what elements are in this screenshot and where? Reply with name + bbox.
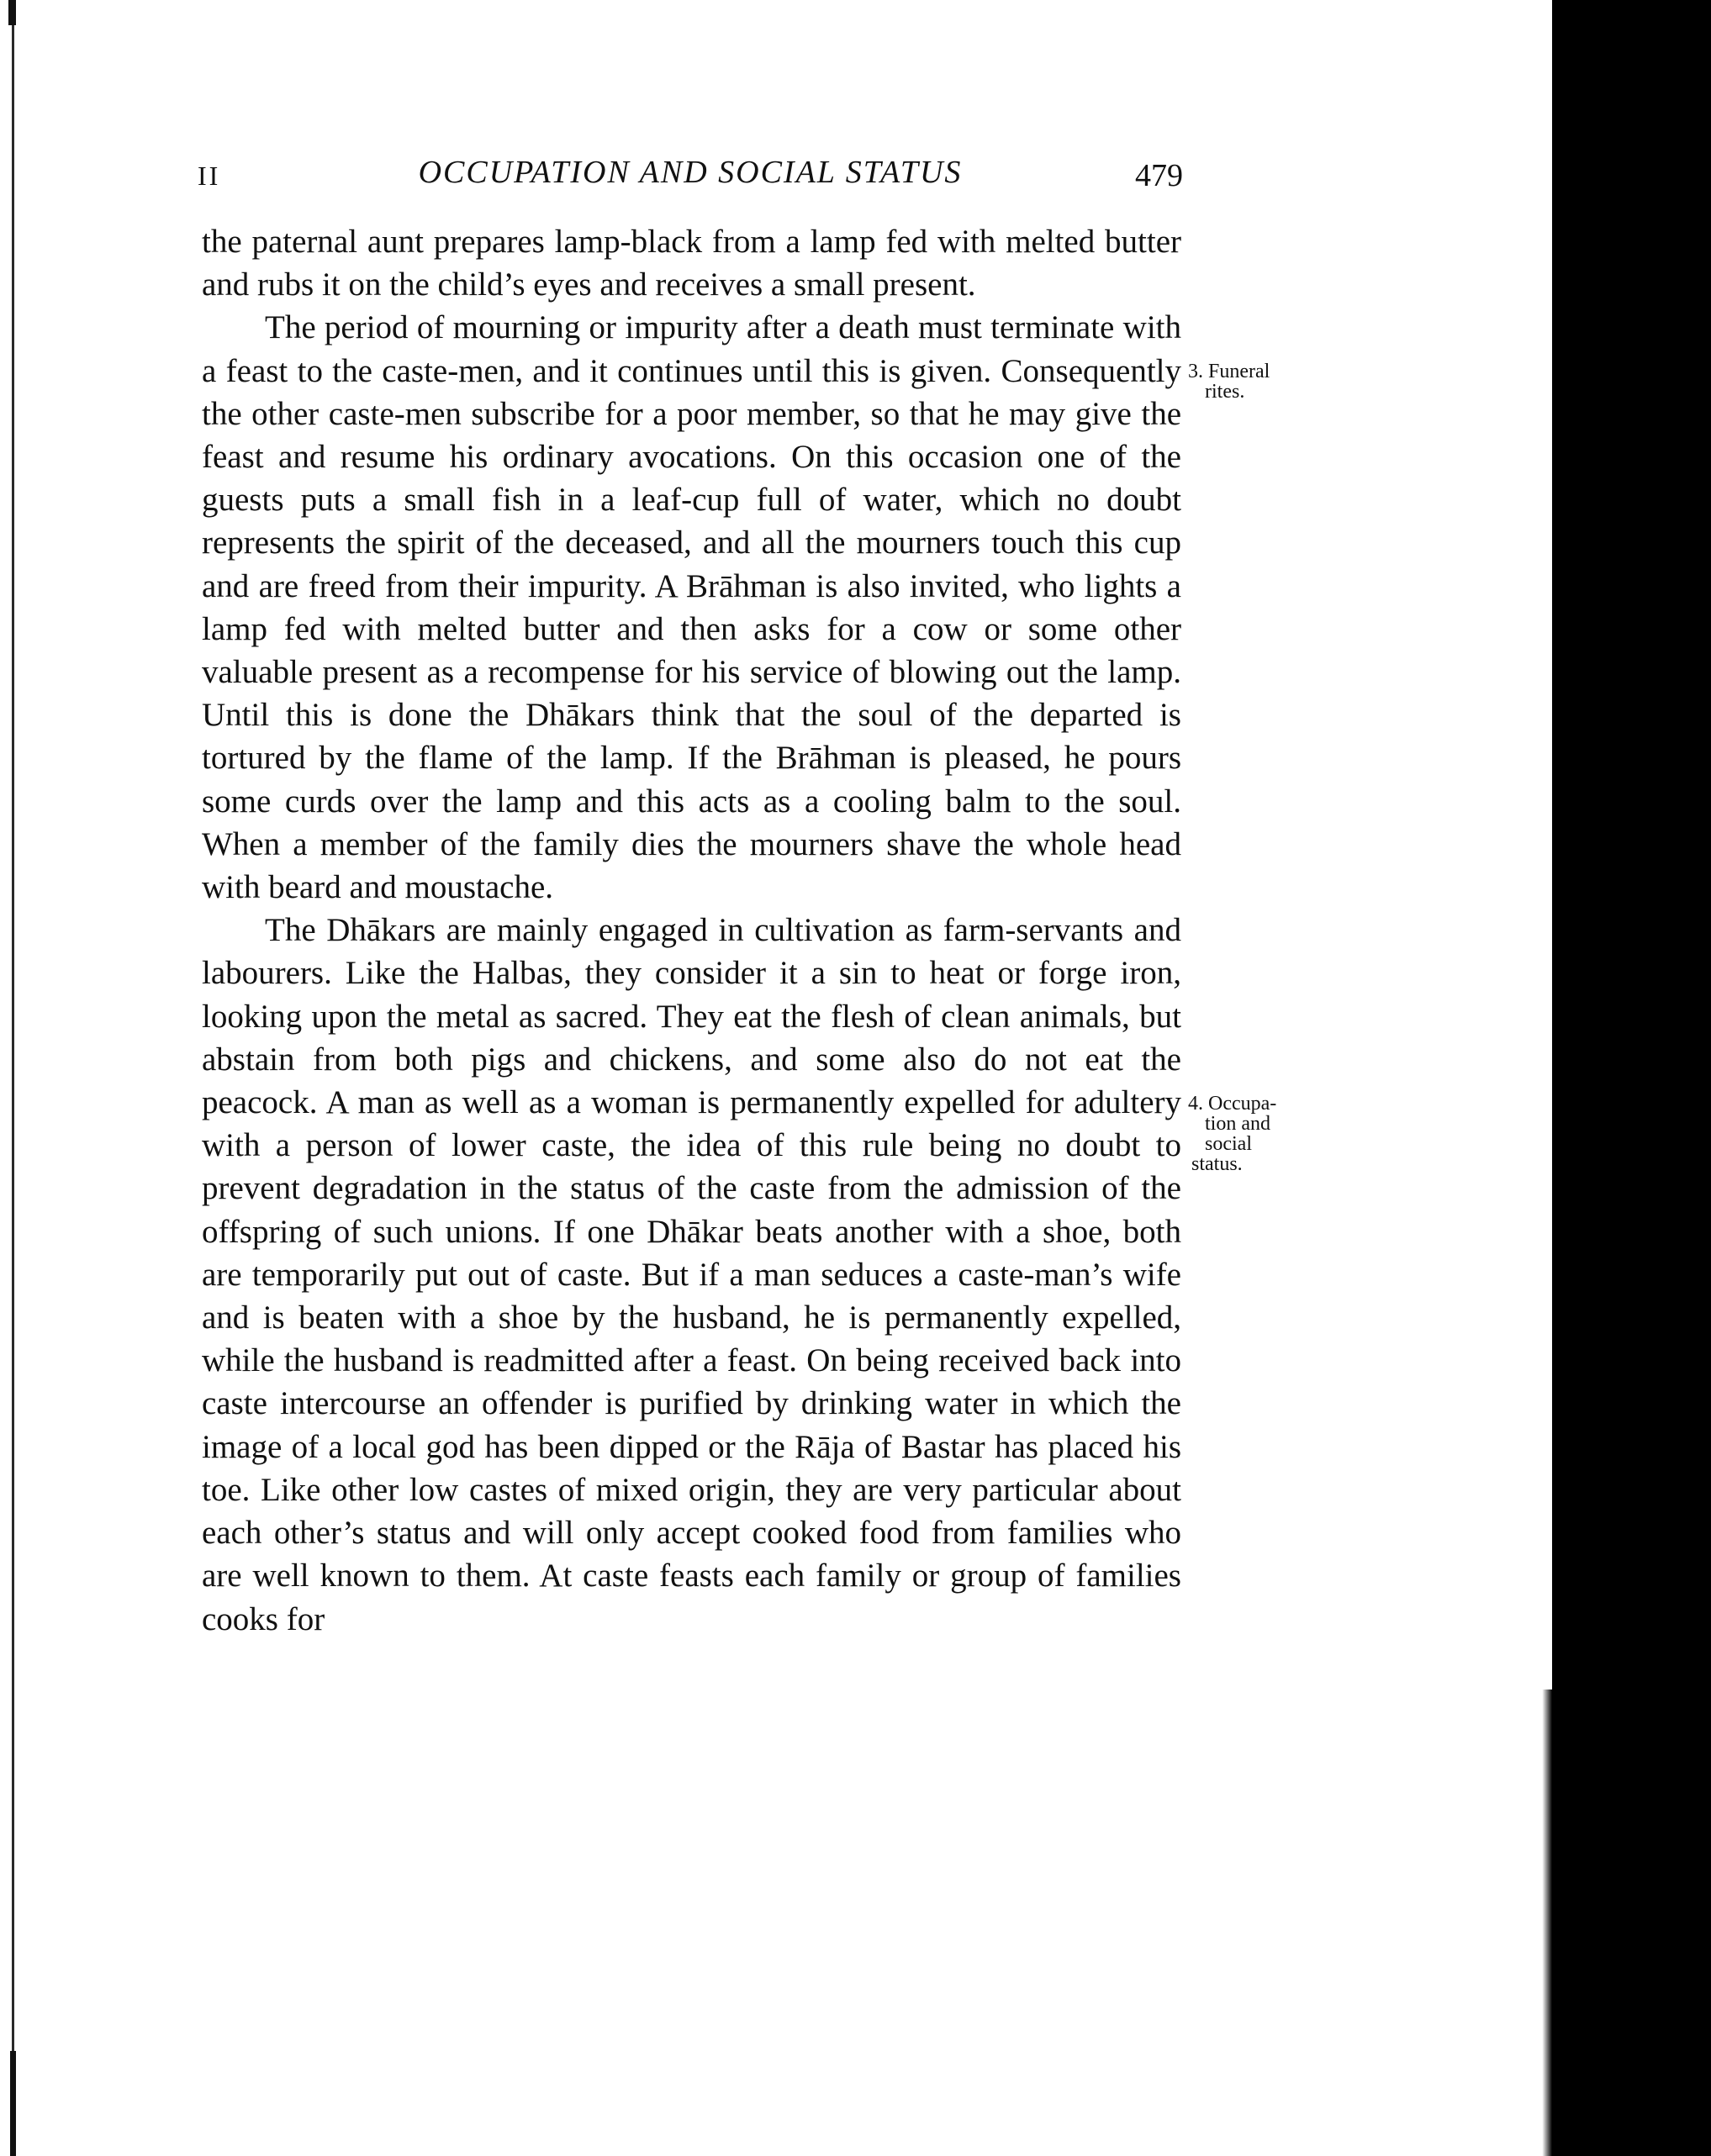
paragraph-continuation: the paternal aunt prepares lamp-black from a lamp fed with melted butter and rubs it on the child’s eyes and receives a small present. xyxy=(202,224,1181,303)
body-text xyxy=(202,220,1181,1641)
sidenote-line: tion and xyxy=(1205,1113,1270,1135)
sidenote-occupation-status xyxy=(1188,1094,1276,1174)
section-number: II xyxy=(198,161,221,191)
scan-page-curl xyxy=(1530,1689,1552,2156)
scan-dark-margin xyxy=(1552,0,1711,2156)
sidenote-line: 3. Funeral xyxy=(1188,361,1270,382)
running-title: OCCUPATION AND SOCIAL STATUS xyxy=(418,155,963,190)
running-header xyxy=(198,154,1183,196)
scan-binding-edge xyxy=(12,0,14,2156)
paragraph-occupation: The Dhākars are mainly engaged in cultivation as farm-servants and labourers. Like the Halbas, they consider it a sin to heat or forge iron, looking upon the metal as sacred. They eat the flesh of clean animals, but abstain from both pigs and chickens, and some also do not eat the peacock. A man as well as a woman is permanently expelled for adultery with a person of lower caste, the idea of this rule being no doubt to prevent degradation in the status of the caste from the admission of the offspring of such unions. If one Dhākar beats another with a shoe, both are temporarily put out of caste. But if a man seduces a caste-man’s wife and is beaten with a shoe by the husband, he is permanently expelled, while the husband is readmitted after a feast. On being received back into caste intercourse an offender is purified by drinking water in which the image of a local god has been dipped or the Rāja of Bastar has placed his toe. Like other low castes of mixed origin, they are very particular about each other’s status and will only accept cooked food from families who are well known to them. At caste feasts each family or group of families cooks for xyxy=(202,912,1181,1637)
page-number: 479 xyxy=(1135,158,1183,193)
sidenote-line: rites. xyxy=(1205,381,1245,403)
sidenote-line: 4. Occupa- xyxy=(1188,1093,1277,1115)
sidenote-funeral-rites xyxy=(1188,361,1270,402)
scan-edge-mark-bottom xyxy=(10,2051,16,2156)
sidenote-line: social xyxy=(1205,1133,1252,1155)
sidenote-line: status. xyxy=(1191,1153,1243,1175)
paragraph-funeral-rites: The period of mourning or impurity after a death must terminate with a feast to the caste-men, and it continues until this is given. Consequently the other caste-men subscribe for a poor member, so that he may give the feast and resume his ordinary avocations. On this occasion one of the guests puts a small fish in a leaf-cup full of water, which no doubt represents the spirit of the deceased, and all the mourners touch this cup and are freed from their impurity. A Brāhman is also invited, who lights a lamp fed with melted butter and then asks for a cow or some other valuable present as a recompense for his service of blowing out the lamp. Until this is done the Dhākars think that the soul of the departed is tortured by the flame of the lamp. If the Brāhman is pleased, he pours some curds over the lamp and this acts as a cooling balm to the soul. When a member of the family dies the mourners shave the whole head with beard and moustache. xyxy=(202,309,1181,906)
scan-edge-mark-top xyxy=(8,0,16,25)
